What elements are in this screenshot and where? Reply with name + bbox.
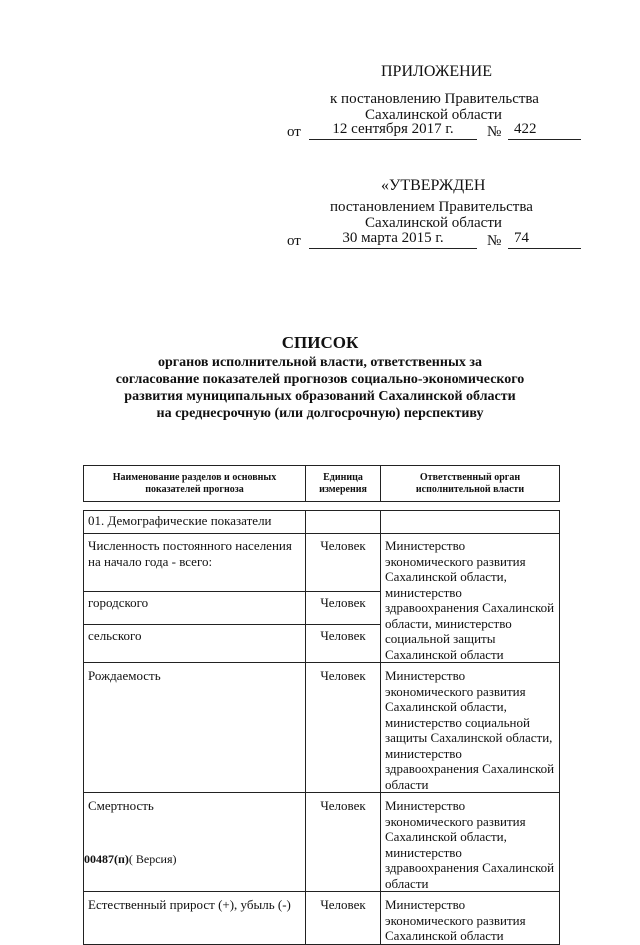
approved-date: 30 марта 2015 г.	[342, 230, 444, 246]
row-natural-unit: Человек	[306, 892, 381, 945]
row-population-authority: Министерство экономического развития Сахалинской области, министерство здравоохранения Сахалинской области, министерство социальной защиты Сахалинской области	[381, 534, 560, 663]
appendix-from-label: от	[287, 124, 301, 140]
row-population-name: Численность постоянного населения на начало года - всего:	[84, 534, 306, 592]
row-urban-unit: Человек	[306, 592, 381, 625]
heading-line-3: развития муниципальных образований Сахалинской области	[124, 389, 516, 404]
footer-version: ( Версия)	[128, 852, 177, 866]
approved-date-line	[309, 229, 477, 249]
row-urban-name: городского	[84, 592, 306, 625]
table-row	[84, 793, 560, 892]
document-code	[84, 852, 177, 866]
appendix-line1: к постановлению Правительства	[330, 91, 539, 107]
table-row	[84, 534, 560, 592]
row-population-unit: Человек	[306, 534, 381, 592]
row-birth-unit: Человек	[306, 663, 381, 793]
approved-number-line	[508, 229, 581, 249]
table-row	[84, 663, 560, 793]
appendix-number-line	[508, 120, 581, 140]
row-natural-authority: Министерство экономического развития Сахалинской области	[381, 892, 560, 945]
appendix-number-label: №	[487, 124, 502, 140]
header-authority: Ответственный орган исполнительной власти	[381, 466, 560, 502]
appendix-date-line	[309, 120, 477, 140]
row-natural-name: Естественный прирост (+), убыль (-)	[84, 892, 306, 945]
section-authority-empty	[381, 511, 560, 534]
authorities-table	[83, 465, 560, 945]
approved-line2: Сахалинской области	[365, 215, 502, 231]
approved-number: 74	[514, 230, 529, 246]
table-header-row	[84, 466, 560, 502]
row-death-unit: Человек	[306, 793, 381, 892]
row-rural-name: сельского	[84, 625, 306, 663]
row-death-name: Смертность	[84, 793, 306, 892]
approved-from-label: от	[287, 233, 301, 249]
approved-title: «УТВЕРЖДЕН	[381, 177, 486, 194]
footer-code: 00487(п)	[84, 852, 129, 866]
row-rural-unit: Человек	[306, 625, 381, 663]
row-birth-name: Рождаемость	[84, 663, 306, 793]
header-unit: Единица измерения	[306, 466, 381, 502]
section-title: 01. Демографические показатели	[84, 511, 306, 534]
appendix-date: 12 сентября 2017 г.	[332, 121, 454, 137]
heading-line-1: органов исполнительной власти, ответственных за	[157, 355, 482, 370]
appendix-number: 422	[514, 121, 537, 137]
section-unit-empty	[306, 511, 381, 534]
list-title: СПИСОК	[281, 333, 359, 352]
table-row	[84, 892, 560, 945]
row-death-authority: Министерство экономического развития Сахалинской области, министерство здравоохранения Сахалинской области	[381, 793, 560, 892]
approved-line1: постановлением Правительства	[330, 199, 533, 215]
header-name: Наименование разделов и основных показателей прогноза	[84, 466, 306, 502]
heading-line-2: согласование показателей прогнозов социально-экономического	[115, 372, 525, 387]
approved-number-label: №	[487, 233, 502, 249]
appendix-title: ПРИЛОЖЕНИЕ	[381, 63, 493, 80]
heading-line-4: на среднесрочную (или долгосрочную) перспективу	[156, 406, 484, 421]
row-birth-authority: Министерство экономического развития Сахалинской области, министерство социальной защиты Сахалинской области, министерство здравоохранения Сахалинской области	[381, 663, 560, 793]
section-row	[84, 511, 560, 534]
appendix-line2: Сахалинской области	[365, 107, 502, 123]
